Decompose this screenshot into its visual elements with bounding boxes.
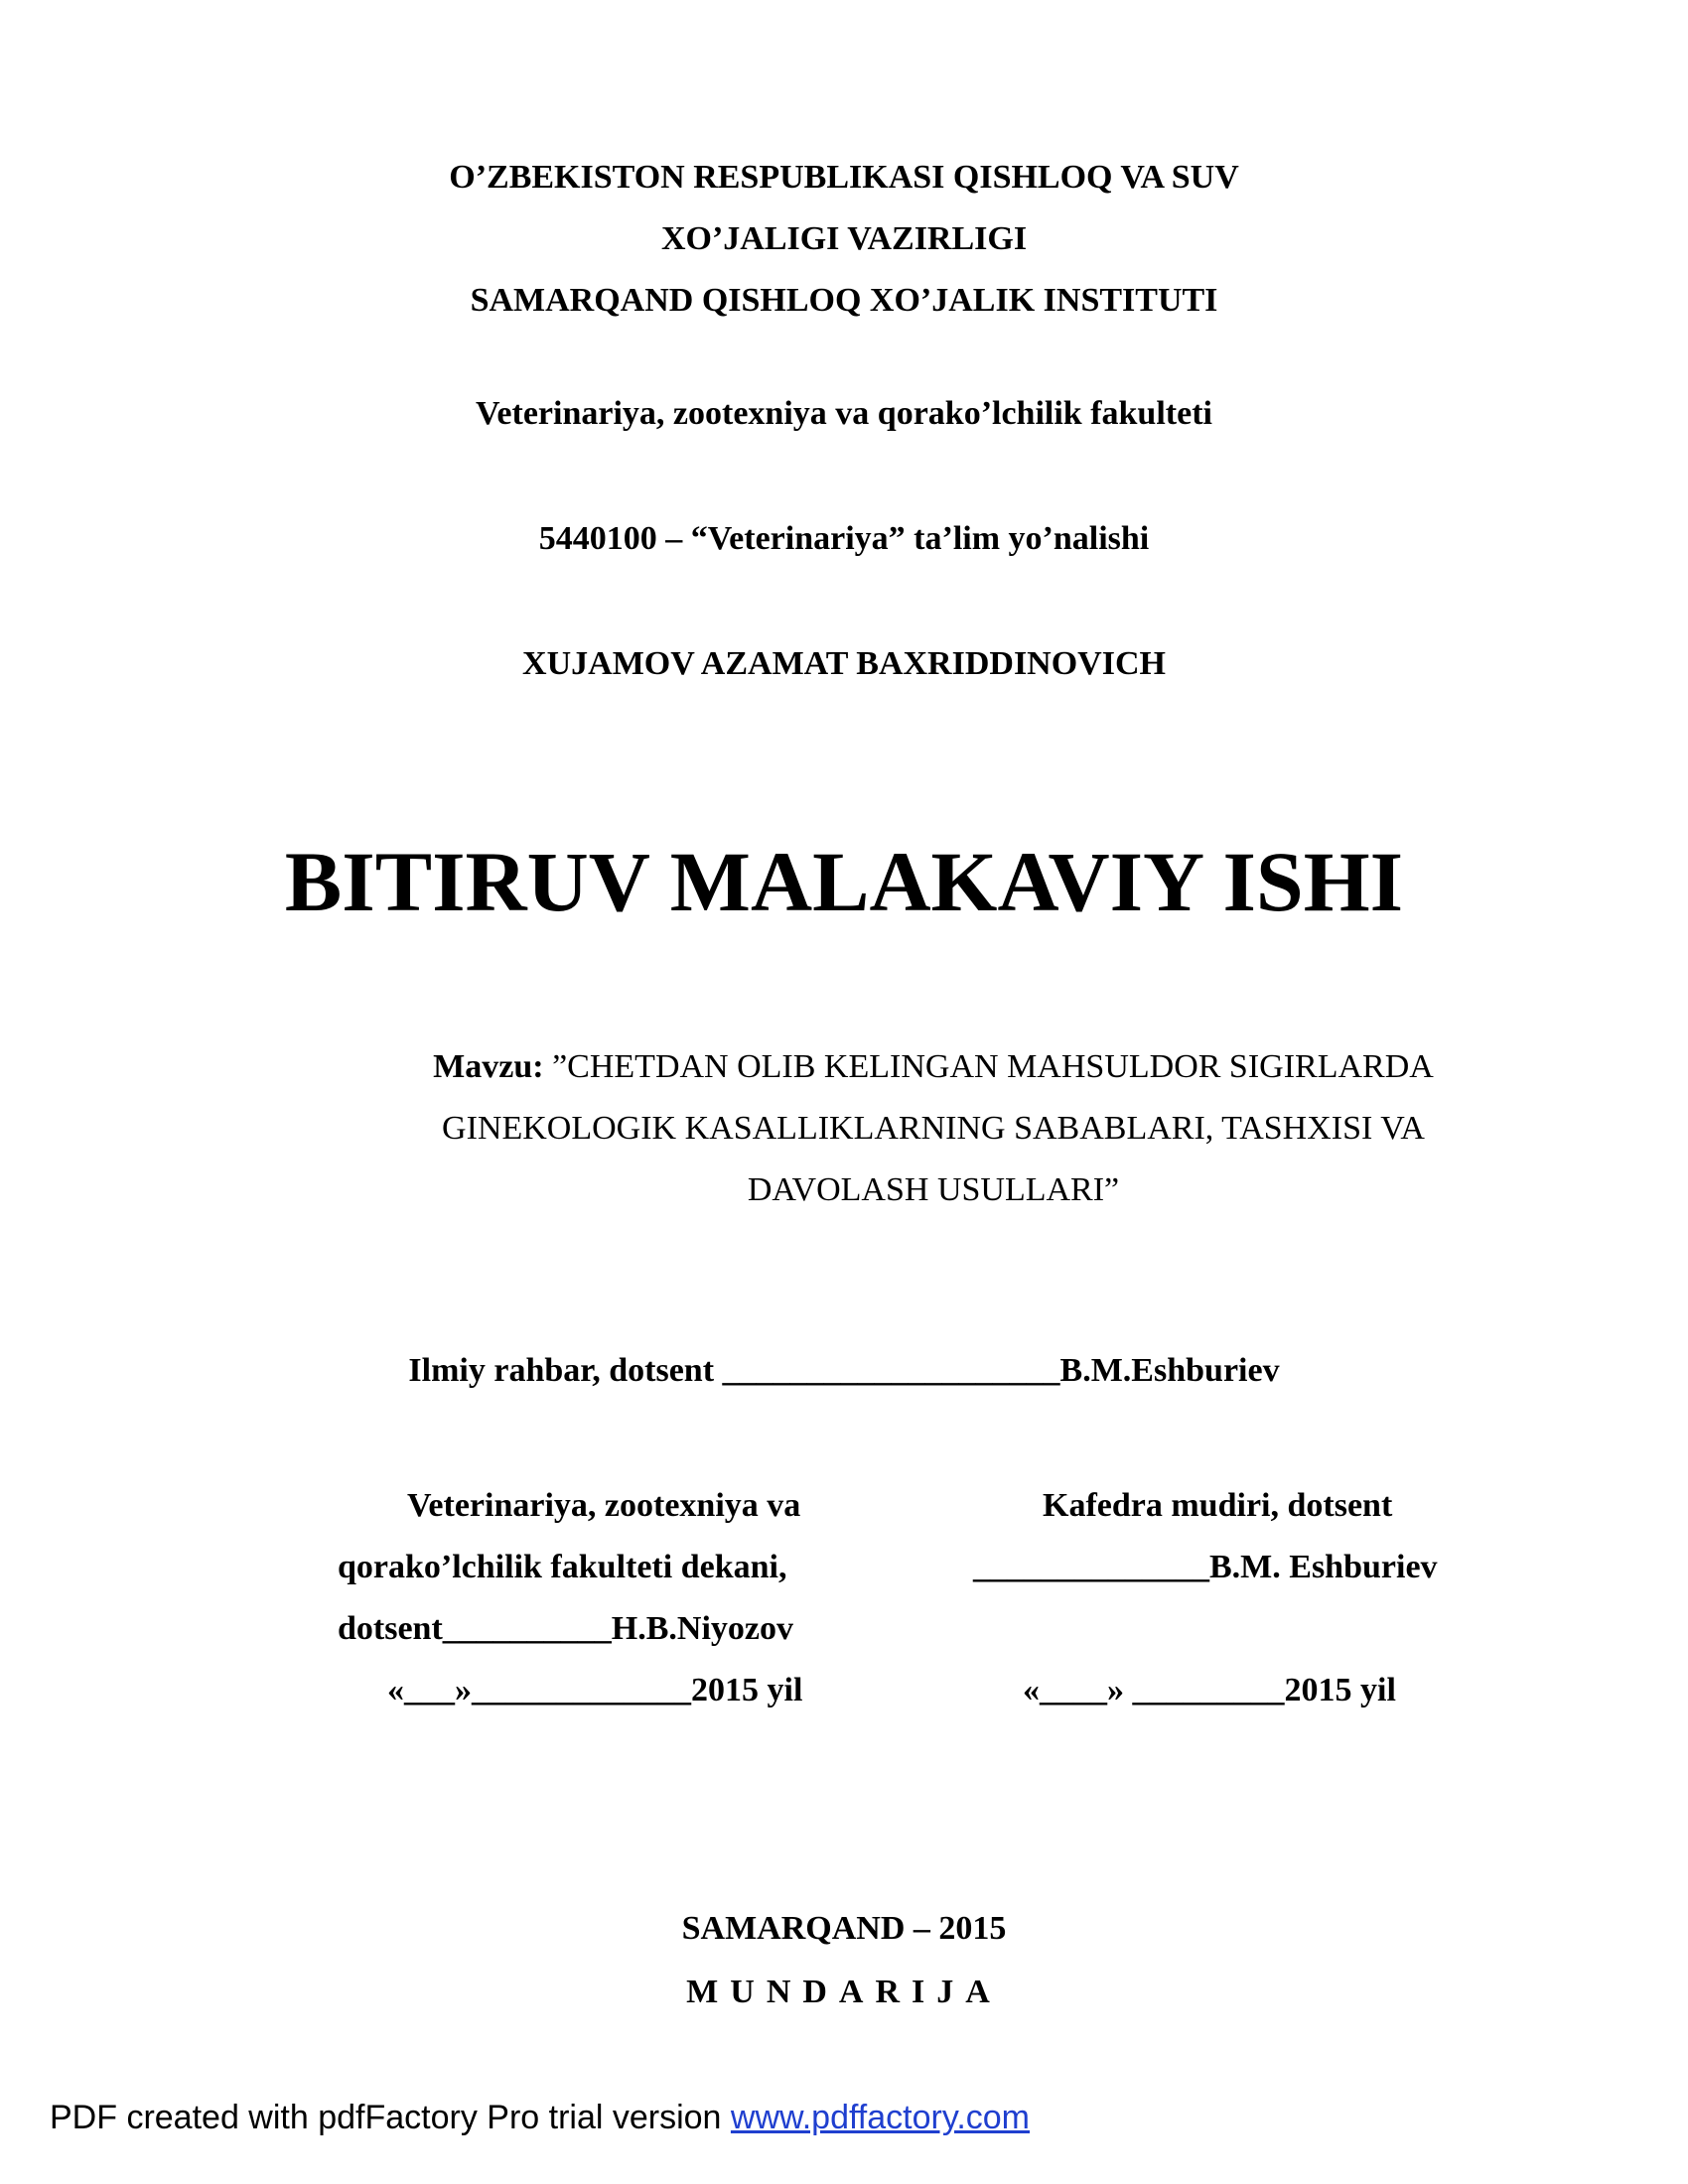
pdf-footer <box>50 2099 1030 2137</box>
head-line-2: ______________B.M. Eshburiev <box>973 1549 1438 1585</box>
ministry-line-1: O’ZBEKISTON RESPUBLIKASI QISHLOQ VA SUV <box>449 159 1239 196</box>
footer-link[interactable]: www.pdffactory.com <box>730 2099 1030 2136</box>
dean-approval <box>338 1475 802 1721</box>
author-name: XUJAMOV AZAMAT BAXRIDDINOVICH <box>522 645 1166 682</box>
program-name: 5440100 – “Veterinariya” ta’lim yo’nalishi <box>538 520 1150 557</box>
footer-text: PDF created with pdfFactory Pro trial version <box>50 2099 731 2136</box>
faculty-name: Veterinariya, zootexniya va qorako’lchilik fakulteti <box>476 395 1212 432</box>
dean-line-2: qorako’lchilik fakulteti dekani, <box>338 1549 787 1585</box>
supervisor-line: Ilmiy rahbar, dotsent ____________________B.M.Eshburiev <box>408 1352 1280 1389</box>
contents-heading: MUNDARIJA <box>686 1974 1002 2010</box>
institute-name: SAMARQAND QISHLOQ XO’JALIK INSTITUTI <box>470 282 1218 319</box>
topic-line-2: GINEKOLOGIK KASALLIKLARNING SABABLARI, TASHXISI VA <box>442 1110 1425 1147</box>
topic-block <box>338 1036 1529 1221</box>
ministry-line-2: XO’JALIGI VAZIRLIGI <box>660 220 1028 257</box>
topic-label: Mavzu: <box>433 1048 544 1085</box>
dean-line-3: dotsent__________H.B.Niyozov <box>338 1610 793 1647</box>
document-title: BITIRUV MALAKAVIY ISHI <box>284 834 1404 929</box>
city-year: SAMARQAND – 2015 <box>681 1910 1007 1947</box>
dean-date-line: «___»_____________2015 yil <box>387 1672 803 1708</box>
dean-line-1: Veterinariya, zootexniya va <box>407 1487 801 1524</box>
head-date-line: «____» _________2015 yil <box>1023 1672 1396 1708</box>
topic-text-1: ”CHETDAN OLIB KELINGAN MAHSULDOR SIGIRLARDA <box>543 1048 1434 1085</box>
head-line-1: Kafedra mudiri, dotsent <box>1043 1487 1393 1524</box>
topic-line-1 <box>338 1036 1529 1098</box>
ministry-header <box>0 147 1688 332</box>
topic-line-3: DAVOLASH USULLARI” <box>747 1171 1120 1208</box>
department-head-approval <box>973 1475 1438 1721</box>
